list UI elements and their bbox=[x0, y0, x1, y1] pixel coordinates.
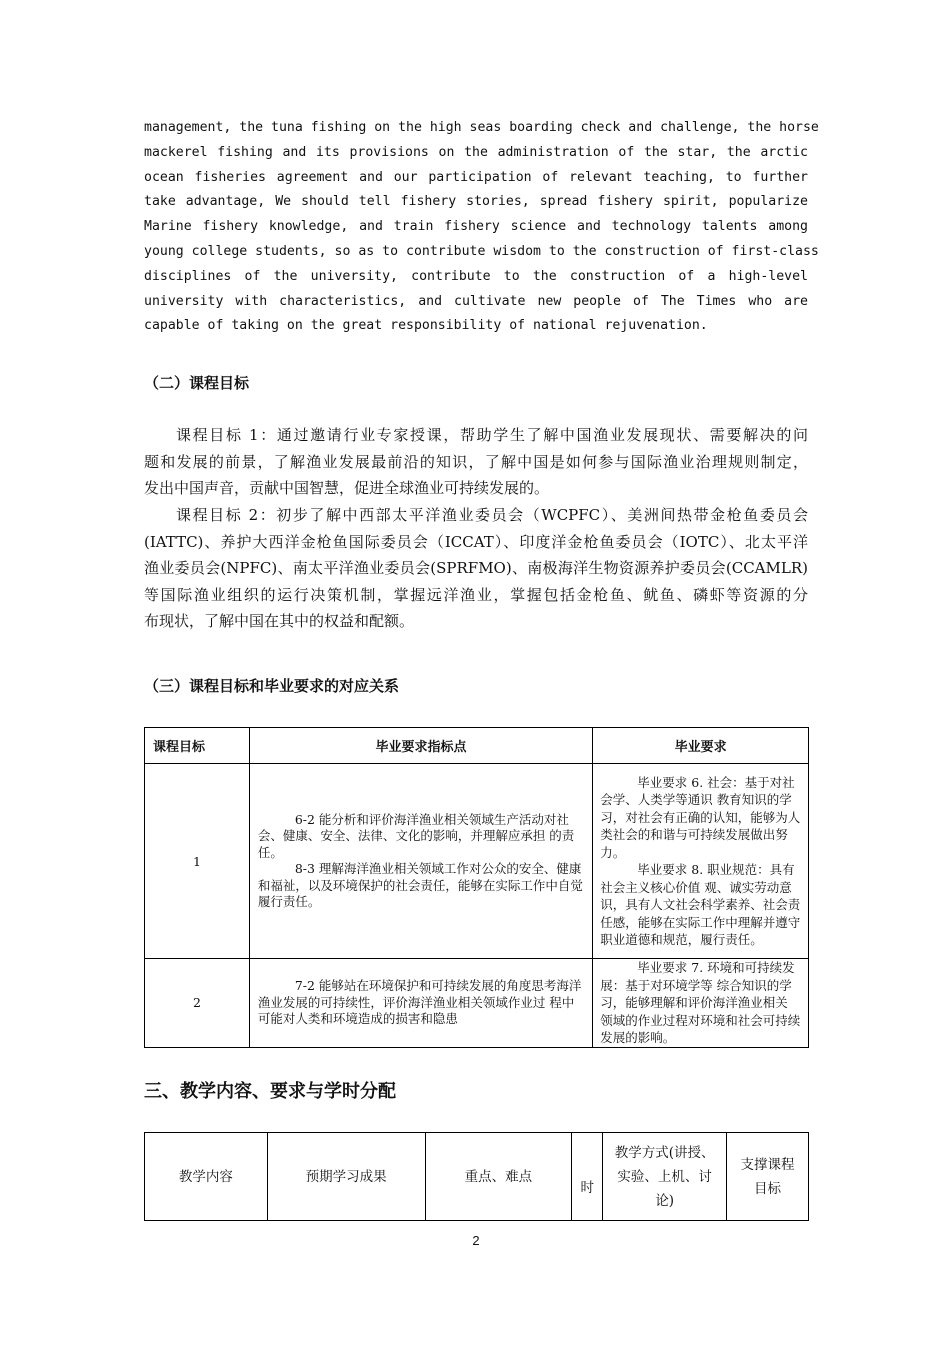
english-line: Marine fishery knowledge, and train fishery science and technology talents among bbox=[144, 219, 808, 235]
header-hours: 时 bbox=[572, 1133, 603, 1221]
section-heading-course-goals: （二）课程目标 bbox=[144, 374, 250, 392]
header-outcomes: 预期学习成果 bbox=[267, 1133, 425, 1221]
indicator-point: 8-3 理解海洋渔业相关领域工作对公众的安全、健康 和福祉，以及环境保护的社会责任，能够在实际工作中自觉履行责任。 bbox=[257, 861, 583, 909]
requirement-text: 毕业要求 6. 社会：基于对社会学、人类学等通识 教育知识的学习，对社会有正确的认知，能够为人类社会的和谐与可持续发展做出努力。 bbox=[600, 774, 801, 860]
indicator-point: 6-2 能分析和评价海洋渔业相关领域生产活动对社 会、健康、安全、法律、文化的影响，并理解应承担 的责任。 bbox=[257, 811, 575, 860]
table-row bbox=[145, 764, 809, 959]
english-line: young college students, so as to contribute wisdom to the construction of first-class bbox=[144, 243, 819, 259]
indicator-points-cell bbox=[249, 764, 592, 959]
requirements-cell bbox=[593, 764, 809, 959]
goal2-line: 等国际渔业组织的运行决策机制，掌握远洋渔业，掌握包括金枪鱼、鱿鱼、磷虾等资源的分 bbox=[144, 585, 808, 604]
goal1-line: 课程目标 1：通过邀请行业专家授课，帮助学生了解中国渔业发展现状、需要解决的问 bbox=[176, 426, 808, 444]
english-line: capable of taking on the great responsibility of national rejuvenation. bbox=[144, 318, 708, 334]
goal2-line: 渔业委员会(NPFC)、南太平洋渔业委员会(SPRFMO)、南极海洋生物资源养护委员会(CCAMLR) bbox=[144, 559, 808, 577]
table-header-row bbox=[145, 1133, 809, 1221]
section-heading-goal-mapping: （三）课程目标和毕业要求的对应关系 bbox=[144, 677, 400, 695]
english-line: management, the tuna fishing on the high seas boarding check and challenge, the horse bbox=[144, 120, 819, 135]
english-line: mackerel fishing and its provisions on the administration of the star, the arctic bbox=[144, 144, 808, 160]
chapter-heading-teaching-content: 三、教学内容、要求与学时分配 bbox=[144, 1081, 396, 1102]
header-key-points: 重点、难点 bbox=[425, 1133, 572, 1221]
header-indicator-points: 毕业要求指标点 bbox=[249, 728, 592, 764]
requirement-text: 毕业要求 7. 环境和可持续发展：基于对环境学等 综合知识的学习，能够理解和评价海洋渔业相关 领域的作业过程对环境和社会可持续发展的影响。 bbox=[600, 960, 801, 1045]
requirements-cell bbox=[593, 959, 809, 1048]
header-content: 教学内容 bbox=[145, 1133, 268, 1221]
goal1-line: 题和发展的前景，了解渔业发展最前沿的知识，了解中国是如何参与国际渔业治理规则制定， bbox=[144, 452, 808, 471]
course-goal-1-paragraph bbox=[144, 422, 808, 502]
page-number: 2 bbox=[472, 1233, 480, 1248]
english-paragraph bbox=[144, 116, 819, 339]
indicator-point: 7-2 能够站在环境保护和可持续发展的角度思考海洋 渔业发展的可持续性，评价海洋渔业相关领域作业过 程中可能对人类和环境造成的损害和隐患 bbox=[257, 978, 582, 1026]
header-teaching-method: 教学方式(讲授、实验、上机、讨论) bbox=[603, 1133, 727, 1221]
header-supported-goals: 支撑课程目标 bbox=[727, 1133, 809, 1221]
table-header-row bbox=[145, 728, 809, 764]
indicator-points-cell bbox=[249, 959, 592, 1048]
english-line: disciplines of the university, contribute to the construction of a high-level bbox=[144, 268, 808, 284]
goal2-line: 布现状，了解中国在其中的权益和配额。 bbox=[144, 612, 415, 630]
english-line: take advantage, We should tell fishery stories, spread fishery spirit, popularize bbox=[144, 194, 808, 210]
goal-number: 1 bbox=[145, 764, 250, 959]
table-row bbox=[145, 959, 809, 1048]
goal-requirement-table bbox=[144, 727, 809, 1048]
english-line: ocean fisheries agreement and our participation of relevant teaching, to further bbox=[144, 169, 808, 185]
teaching-content-table bbox=[144, 1132, 809, 1221]
header-graduation-requirements: 毕业要求 bbox=[593, 728, 809, 764]
english-line: university with characteristics, and cultivate new people of The Times who are bbox=[144, 293, 808, 309]
course-goal-2-paragraph bbox=[144, 502, 808, 635]
header-course-goal: 课程目标 bbox=[145, 728, 250, 764]
goal1-line: 发出中国声音，贡献中国智慧，促进全球渔业可持续发展的。 bbox=[144, 479, 550, 497]
requirement-text: 毕业要求 8. 职业规范：具有社会主义核心价值 观、诚实劳动意识，具有人文社会科学素养、社会责任感，能够在实际工作中理解并遵守职业道德和规范，履行责任。 bbox=[600, 862, 801, 947]
goal2-line: (IATTC)、养护大西洋金枪鱼国际委员会（ICCAT）、印度洋金枪鱼委员会（IOTC）、北太平洋 bbox=[144, 532, 808, 551]
goal2-line: 课程目标 2：初步了解中西部太平洋渔业委员会（WCPFC）、美洲间热带金枪鱼委员会 bbox=[176, 506, 808, 524]
goal-number: 2 bbox=[145, 959, 250, 1048]
